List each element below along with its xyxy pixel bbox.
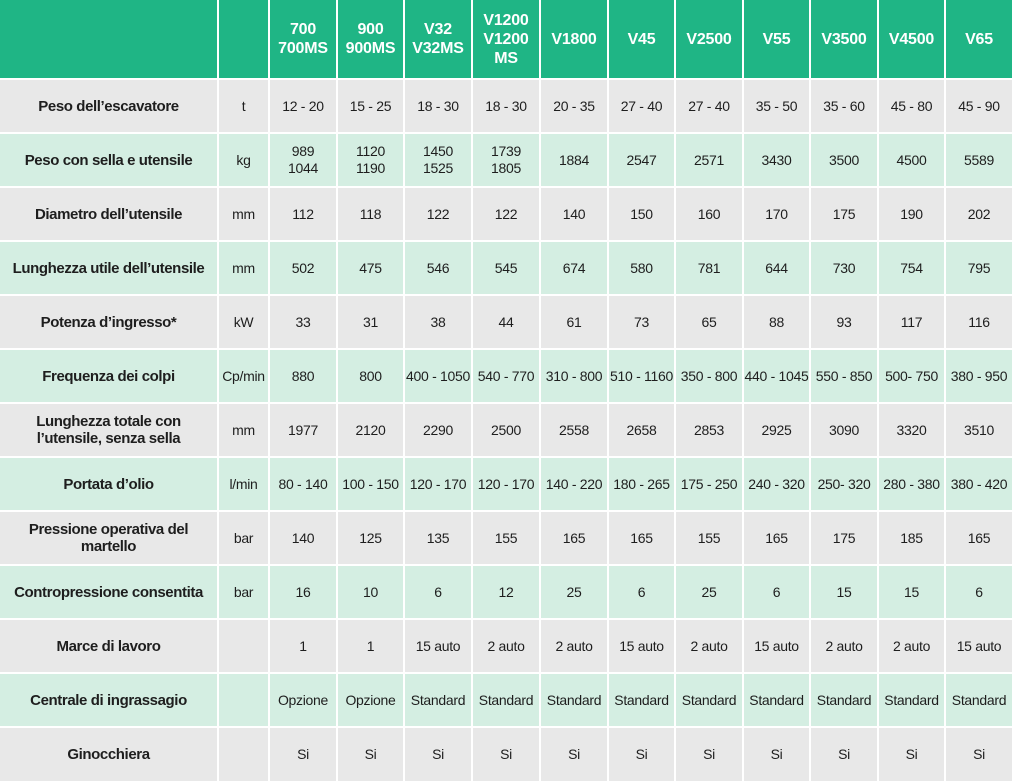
table-cell: 350 - 800 — [676, 350, 742, 402]
table-cell: 475 — [338, 242, 403, 294]
row-unit: mm — [219, 404, 268, 456]
table-cell: 175 — [811, 188, 877, 240]
table-cell: Si — [879, 728, 944, 781]
table-cell: 122 — [473, 188, 539, 240]
table-cell: Standard — [946, 674, 1012, 726]
table-cell: Standard — [405, 674, 471, 726]
table-cell: 240 - 320 — [744, 458, 809, 510]
table-cell: 31 — [338, 296, 403, 348]
table-cell: 1450 1525 — [405, 134, 471, 186]
table-cell: 73 — [609, 296, 674, 348]
table-cell: 1884 — [541, 134, 607, 186]
table-cell: 117 — [879, 296, 944, 348]
table-cell: 165 — [541, 512, 607, 564]
table-cell: 510 - 1160 — [609, 350, 674, 402]
table-cell: 1120 1190 — [338, 134, 403, 186]
table-cell: 120 - 170 — [405, 458, 471, 510]
header-model: V4500 — [879, 0, 944, 78]
table-cell: 33 — [270, 296, 336, 348]
table-cell: 6 — [405, 566, 471, 618]
table-cell: 185 — [879, 512, 944, 564]
header-model: V1800 — [541, 0, 607, 78]
table-cell: Si — [744, 728, 809, 781]
table-cell: Si — [946, 728, 1012, 781]
table-cell: 15 — [879, 566, 944, 618]
table-cell: 125 — [338, 512, 403, 564]
table-cell: 2571 — [676, 134, 742, 186]
table-cell: 2853 — [676, 404, 742, 456]
table-cell: 2 auto — [676, 620, 742, 672]
header-model: V1200 V1200 MS — [473, 0, 539, 78]
table-cell: 165 — [946, 512, 1012, 564]
table-cell: 545 — [473, 242, 539, 294]
table-cell: Si — [676, 728, 742, 781]
table-cell: 781 — [676, 242, 742, 294]
header-unit — [219, 0, 268, 78]
table-cell: Standard — [879, 674, 944, 726]
table-cell: Opzione — [338, 674, 403, 726]
header-model: V3500 — [811, 0, 877, 78]
table-cell: Si — [338, 728, 403, 781]
row-label: Marce di lavoro — [0, 620, 217, 672]
row-unit: mm — [219, 188, 268, 240]
table-cell: 12 - 20 — [270, 80, 336, 132]
table-cell: 27 - 40 — [676, 80, 742, 132]
table-cell: 65 — [676, 296, 742, 348]
header-model: V45 — [609, 0, 674, 78]
table-cell: 1739 1805 — [473, 134, 539, 186]
table-cell: Opzione — [270, 674, 336, 726]
table-cell: Standard — [609, 674, 674, 726]
table-cell: 2 auto — [879, 620, 944, 672]
table-cell: 2 auto — [811, 620, 877, 672]
table-cell: 190 — [879, 188, 944, 240]
table-cell: 45 - 80 — [879, 80, 944, 132]
table-cell: Si — [405, 728, 471, 781]
table-cell: 15 auto — [744, 620, 809, 672]
table-cell: 45 - 90 — [946, 80, 1012, 132]
table-cell: 122 — [405, 188, 471, 240]
table-cell: Standard — [473, 674, 539, 726]
table-cell: 140 — [270, 512, 336, 564]
row-label: Peso con sella e utensile — [0, 134, 217, 186]
table-cell: 20 - 35 — [541, 80, 607, 132]
table-cell: 3320 — [879, 404, 944, 456]
table-cell: 380 - 950 — [946, 350, 1012, 402]
row-unit: mm — [219, 242, 268, 294]
table-cell: Standard — [541, 674, 607, 726]
table-cell: 2290 — [405, 404, 471, 456]
table-cell: 170 — [744, 188, 809, 240]
header-model: 700 700MS — [270, 0, 336, 78]
table-cell: 180 - 265 — [609, 458, 674, 510]
table-cell: 15 — [811, 566, 877, 618]
table-cell: 730 — [811, 242, 877, 294]
row-label: Contropressione consentita — [0, 566, 217, 618]
table-cell: 3090 — [811, 404, 877, 456]
table-cell: Si — [541, 728, 607, 781]
table-cell: 15 auto — [405, 620, 471, 672]
table-cell: 61 — [541, 296, 607, 348]
table-cell: 280 - 380 — [879, 458, 944, 510]
table-cell: 120 - 170 — [473, 458, 539, 510]
row-unit: t — [219, 80, 268, 132]
table-cell: 118 — [338, 188, 403, 240]
table-cell: 1 — [270, 620, 336, 672]
table-cell: 175 - 250 — [676, 458, 742, 510]
row-unit — [219, 674, 268, 726]
table-cell: 35 - 50 — [744, 80, 809, 132]
table-cell: 6 — [744, 566, 809, 618]
table-cell: 135 — [405, 512, 471, 564]
table-cell: 160 — [676, 188, 742, 240]
row-label: Ginocchiera — [0, 728, 217, 781]
table-cell: 250- 320 — [811, 458, 877, 510]
table-cell: 140 — [541, 188, 607, 240]
table-cell: Si — [609, 728, 674, 781]
table-cell: 989 1044 — [270, 134, 336, 186]
table-cell: 165 — [744, 512, 809, 564]
table-cell: Si — [473, 728, 539, 781]
row-label: Lunghezza totale con l’utensile, senza sella — [0, 404, 217, 456]
table-cell: 116 — [946, 296, 1012, 348]
table-cell: 93 — [811, 296, 877, 348]
table-cell: 3510 — [946, 404, 1012, 456]
row-unit — [219, 620, 268, 672]
table-cell: 2658 — [609, 404, 674, 456]
table-cell: Standard — [811, 674, 877, 726]
row-label: Peso dell’escavatore — [0, 80, 217, 132]
table-cell: 3500 — [811, 134, 877, 186]
header-model: V2500 — [676, 0, 742, 78]
table-cell: 38 — [405, 296, 471, 348]
table-cell: 795 — [946, 242, 1012, 294]
table-cell: 2925 — [744, 404, 809, 456]
table-cell: 400 - 1050 — [405, 350, 471, 402]
table-cell: 502 — [270, 242, 336, 294]
table-cell: 674 — [541, 242, 607, 294]
table-cell: 1 — [338, 620, 403, 672]
table-cell: 18 - 30 — [405, 80, 471, 132]
row-label: Diametro dell’utensile — [0, 188, 217, 240]
table-cell: 15 auto — [946, 620, 1012, 672]
row-label: Pressione operativa del martello — [0, 512, 217, 564]
row-label: Portata d’olio — [0, 458, 217, 510]
table-cell: 140 - 220 — [541, 458, 607, 510]
table-cell: Standard — [744, 674, 809, 726]
table-cell: 25 — [541, 566, 607, 618]
table-cell: Si — [270, 728, 336, 781]
row-unit — [219, 728, 268, 781]
table-cell: 310 - 800 — [541, 350, 607, 402]
table-cell: 175 — [811, 512, 877, 564]
table-cell: 15 - 25 — [338, 80, 403, 132]
table-cell: 1977 — [270, 404, 336, 456]
table-cell: 100 - 150 — [338, 458, 403, 510]
row-unit: l/min — [219, 458, 268, 510]
row-unit: Cp/min — [219, 350, 268, 402]
header-model: V32 V32MS — [405, 0, 471, 78]
table-cell: Standard — [676, 674, 742, 726]
table-cell: 44 — [473, 296, 539, 348]
row-unit: bar — [219, 566, 268, 618]
table-cell: 88 — [744, 296, 809, 348]
table-cell: 644 — [744, 242, 809, 294]
table-cell: 540 - 770 — [473, 350, 539, 402]
table-cell: 2120 — [338, 404, 403, 456]
table-cell: 500- 750 — [879, 350, 944, 402]
row-label: Potenza d’ingresso* — [0, 296, 217, 348]
table-cell: 4500 — [879, 134, 944, 186]
row-unit: bar — [219, 512, 268, 564]
header-corner — [0, 0, 217, 78]
table-cell: 10 — [338, 566, 403, 618]
table-cell: 35 - 60 — [811, 80, 877, 132]
row-unit: kW — [219, 296, 268, 348]
table-cell: 6 — [946, 566, 1012, 618]
table-cell: 16 — [270, 566, 336, 618]
table-cell: 550 - 850 — [811, 350, 877, 402]
table-cell: 150 — [609, 188, 674, 240]
table-cell: 5589 — [946, 134, 1012, 186]
header-model: 900 900MS — [338, 0, 403, 78]
table-cell: 2 auto — [541, 620, 607, 672]
table-cell: 546 — [405, 242, 471, 294]
table-cell: 2500 — [473, 404, 539, 456]
table-cell: 80 - 140 — [270, 458, 336, 510]
table-cell: Si — [811, 728, 877, 781]
row-unit: kg — [219, 134, 268, 186]
table-cell: 112 — [270, 188, 336, 240]
table-cell: 15 auto — [609, 620, 674, 672]
table-cell: 380 - 420 — [946, 458, 1012, 510]
table-cell: 2558 — [541, 404, 607, 456]
table-cell: 754 — [879, 242, 944, 294]
table-cell: 202 — [946, 188, 1012, 240]
table-cell: 25 — [676, 566, 742, 618]
table-cell: 2547 — [609, 134, 674, 186]
table-cell: 440 - 1045 — [744, 350, 809, 402]
header-model: V65 — [946, 0, 1012, 78]
row-label: Lunghezza utile dell’utensile — [0, 242, 217, 294]
table-cell: 18 - 30 — [473, 80, 539, 132]
table-cell: 880 — [270, 350, 336, 402]
header-model: V55 — [744, 0, 809, 78]
table-cell: 580 — [609, 242, 674, 294]
table-cell: 2 auto — [473, 620, 539, 672]
row-label: Centrale di ingrassagio — [0, 674, 217, 726]
table-cell: 3430 — [744, 134, 809, 186]
table-cell: 6 — [609, 566, 674, 618]
table-cell: 27 - 40 — [609, 80, 674, 132]
table-cell: 12 — [473, 566, 539, 618]
table-cell: 800 — [338, 350, 403, 402]
row-label: Frequenza dei colpi — [0, 350, 217, 402]
table-cell: 155 — [473, 512, 539, 564]
table-cell: 155 — [676, 512, 742, 564]
table-cell: 165 — [609, 512, 674, 564]
